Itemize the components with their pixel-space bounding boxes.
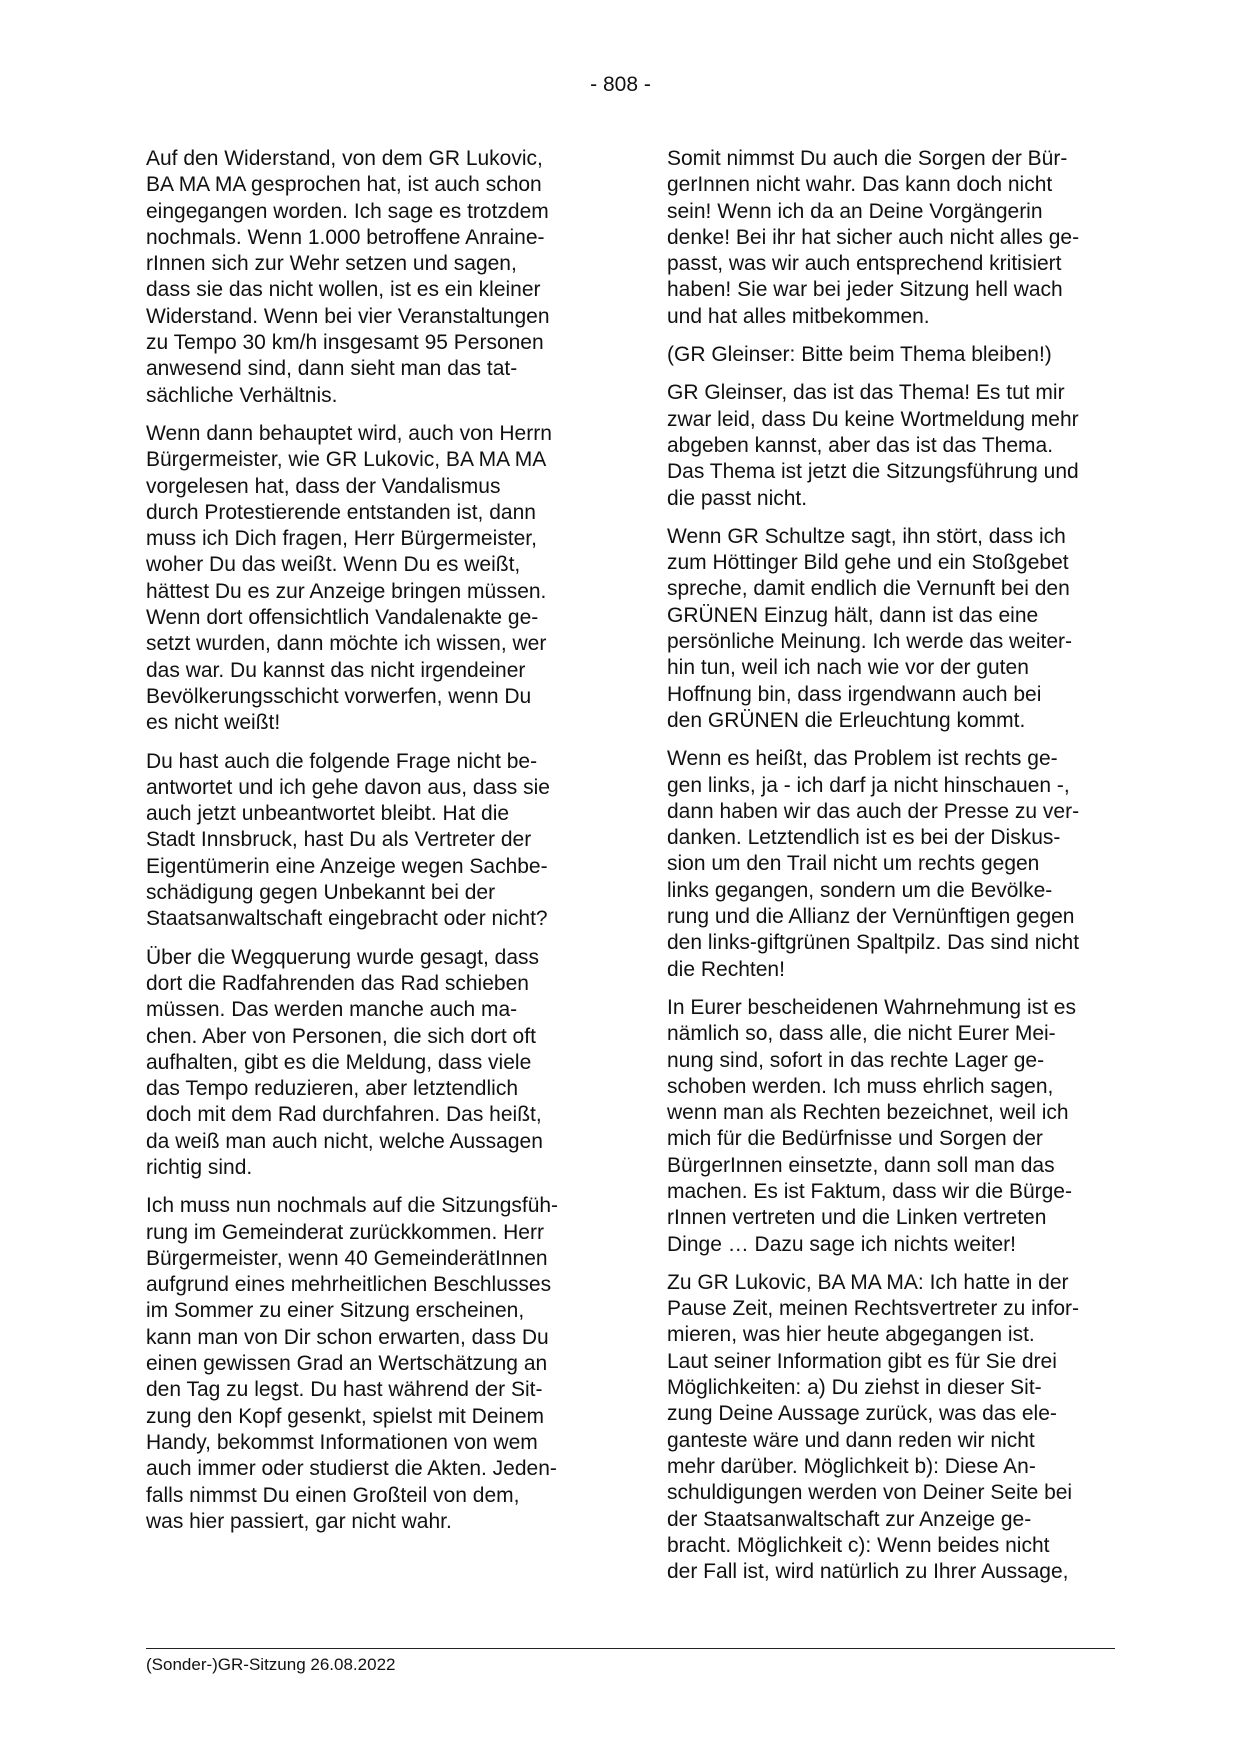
left-column [146,146,603,1547]
page-number: - 808 - [590,73,651,96]
footer-text: (Sonder-)GR-Sitzung 26.08.2022 [146,1655,396,1674]
paragraph: Du hast auch die folgende Frage nicht be- antwortet und ich gehe davon aus, dass sie auch jetzt unbeantwortet bleibt. Hat die Stadt Innsbruck, hast Du als Vertreter der Eigentümerin eine Anzeige wegen Sachbe- schädigung gegen Unbekannt bei der Staatsanwaltschaft eingebracht oder nicht? [146,749,550,931]
paragraph: GR Gleinser, das ist das Thema! Es tut mir zwar leid, dass Du keine Wortmeldung mehr abgeben kannst, aber das ist das Thema. Das Thema ist jetzt die Sitzungsführung und die passt nicht. [667,381,1079,510]
paragraph: Ich muss nun nochmals auf die Sitzungsfüh- rung im Gemeinderat zurückkommen. Herr Bürgermeister, wenn 40 GemeinderätInnen aufgrund eines mehrheitlichen Beschlusses im Sommer zu einer Sitzung erscheinen, kann man von Dir schon erwarten, dass Du einen gewissen Grad an Wertschätzung an den Tag zu legst. Du hast während der Sit- zung den Kopf gesenkt, spielst mit Deinem Handy, bekommst Informationen von wem auch immer oder studierst die Akten. Jeden- falls nimmst Du einen Großteil von dem, was hier passiert, gar nicht wahr. [146,1194,559,1533]
paragraph: Wenn dann behauptet wird, auch von Herrn Bürgermeister, wie GR Lukovic, BA MA MA vorgelesen hat, dass der Vandalismus durch Protestierende entstanden ist, dann muss ich Dich fragen, Herr Bürgermeister, woher Du das weißt. Wenn Du es weißt, hättest Du es zur Anzeige bringen müssen. Wenn dort offensichtlich Vandalenakte ge- setzt wurden, dann möchte ich wissen, wer das war. Du kannst das nicht irgendeiner Bevölkerungsschicht vorwerfen, wenn Du es nicht weißt! [146,421,552,735]
paragraph: In Eurer bescheidenen Wahrnehmung ist es nämlich so, dass alle, die nicht Eurer Mei- nung sind, sofort in das rechte Lager ge- schoben werden. Ich muss ehrlich sagen, wenn man als Rechten bezeichnet, weil ich mich für die Bedürfnisse und Sorgen der BürgerInnen einsetzte, dann soll man das machen. Es ist Faktum, dass wir die Bürge- rInnen vertreten und die Linken vertreten Dinge … Dazu sage ich nichts weiter! [667,995,1076,1256]
paragraph: Somit nimmst Du auch die Sorgen der Bür- gerInnen nicht wahr. Das kann doch nicht sein! Wenn ich da an Deine Vorgängerin denke! Bei ihr hat sicher auch nicht alles ge- passt, was wir auch entsprechend kritisiert haben! Sie war bei jeder Sitzung hell wach und hat alles mitbekommen. [667,147,1080,328]
paragraph: Wenn es heißt, das Problem ist rechts ge- gen links, ja - ich darf ja nicht hinschauen -, dann haben wir das auch der Presse zu ver- danken. Letztendlich ist es bei der Diskus- sion um den Trail nicht um rechts gegen links gegangen, sondern um die Bevölke- rung und die Allianz der Vernünftigen gegen den links-giftgrünen Spaltpilz. Das sind nicht die Rechten! [667,747,1080,981]
paragraph: Zu GR Lukovic, BA MA MA: Ich hatte in der Pause Zeit, meinen Rechtsvertreter zu infor- mieren, was hier heute abgegangen ist. Laut seiner Information gibt es für Sie drei Möglichkeiten: a) Du ziehst in dieser Sit- zung Deine Aussage zurück, was das ele- ganteste wäre und dann reden wir nicht mehr darüber. Möglichkeit b): Diese An- schuldigungen werden von Deiner Seite bei der Staatsanwaltschaft zur Anzeige ge- bracht. Möglichkeit c): Wenn beides nicht der Fall ist, wird natürlich zu Ihrer Aussage, [667,1270,1080,1584]
paragraph: Über die Wegquerung wurde gesagt, dass dort die Radfahrenden das Rad schieben müssen. Das werden manche auch ma- chen. Aber von Personen, die sich dort oft aufhalten, gibt es die Meldung, dass viele das Tempo reduzieren, aber letztendlich doch mit dem Rad durchfahren. Das heißt, da weiß man auch nicht, welche Aussagen richtig sind. [146,945,543,1179]
right-column [667,146,1124,1597]
paragraph: Wenn GR Schultze sagt, ihn stört, dass ich zum Höttinger Bild gehe und ein Stoßgebet spreche, damit endlich die Vernunft bei den GRÜNEN Einzug hält, dann ist das eine persönliche Meinung. Ich werde das weiter- hin tun, weil ich nach wie vor der guten Hoffnung bin, dass irgendwann auch bei den GRÜNEN die Erleuchtung kommt. [667,524,1073,732]
paragraph: Auf den Widerstand, von dem GR Lukovic, BA MA MA gesprochen hat, ist auch schon eingegangen worden. Ich sage es trotzdem nochmals. Wenn 1.000 betroffene Anraine- rInnen sich zur Wehr setzen und sagen, dass sie das nicht wollen, ist es ein kleiner Widerstand. Wenn bei vier Veranstaltungen zu Tempo 30 km/h insgesamt 95 Personen anwesend sind, dann sieht man das tat- sächliche Verhältnis. [146,147,550,407]
footer-divider [146,1648,1115,1649]
paragraph: (GR Gleinser: Bitte beim Thema bleiben!) [667,343,1052,367]
